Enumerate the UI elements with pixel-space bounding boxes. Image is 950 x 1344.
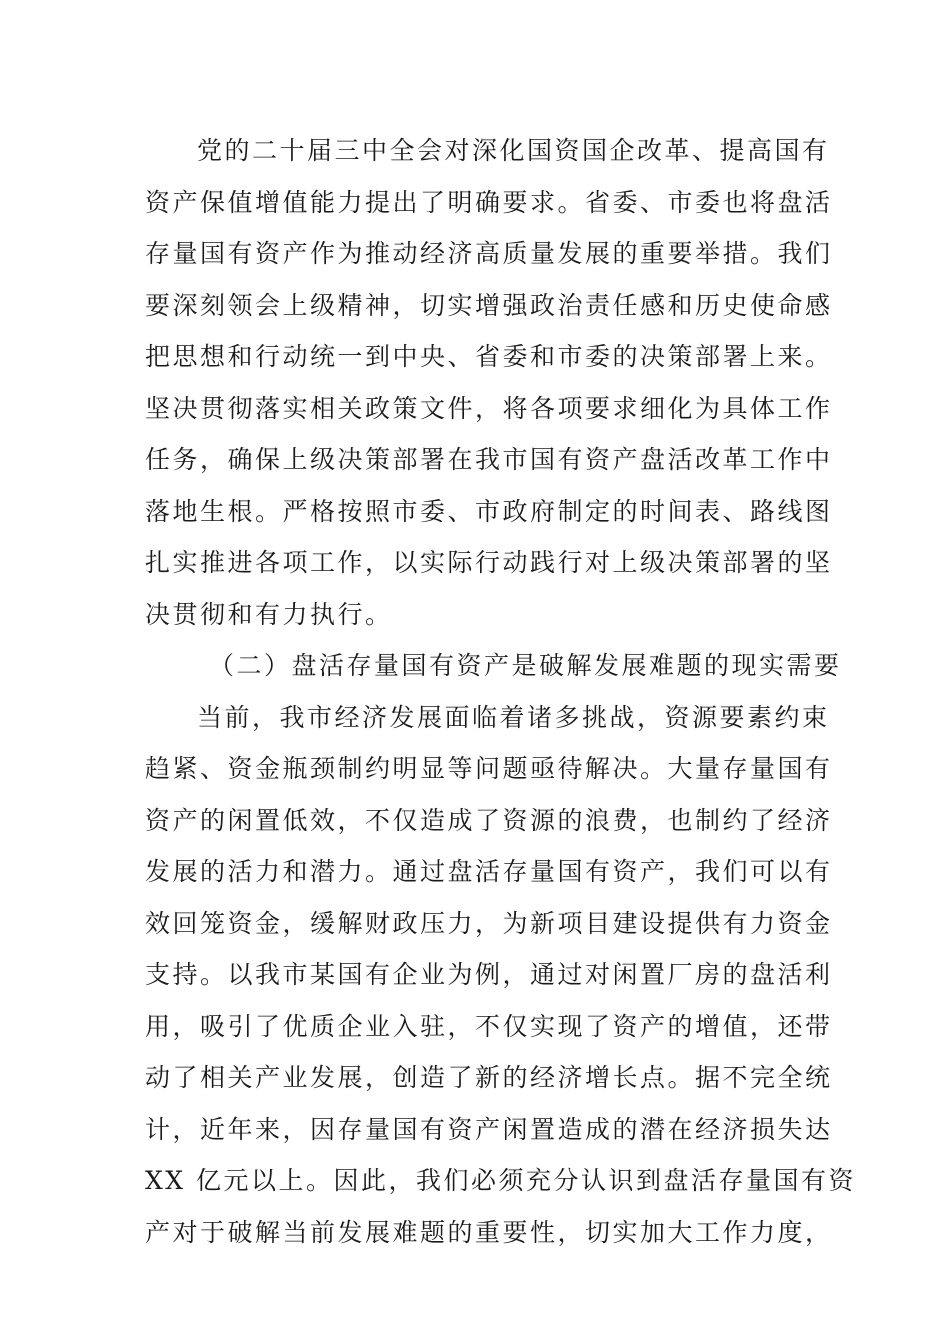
paragraph-1-line-5: 把思想和行动统一到中央、省委和市委的决策部署上来。 <box>145 342 833 371</box>
paragraph-1-line-8: 落地生根。严格按照市委、市政府制定的时间表、路线图 <box>145 496 833 526</box>
paragraph-1-line-1: 党的二十届三中全会对深化国资国企改革、提高国有 <box>197 136 830 165</box>
paragraph-1-line-4: 要深刻领会上级精神，切实增强政治责任感和历史使命感 <box>145 290 833 320</box>
section-heading: （二）盘活存量国有资产是破解发展难题的现实需要 <box>209 651 842 680</box>
document-body <box>145 125 857 1258</box>
paragraph-1-line-3: 存量国有资产作为推动经济高质量发展的重要举措。我们 <box>145 239 833 268</box>
paragraph-1-line-9: 扎实推进各项工作，以实际行动践行对上级决策部署的坚 <box>145 548 833 577</box>
paragraph-2-line-2: 趋紧、资金瓶颈制约明显等问题亟待解决。大量存量国有 <box>145 754 833 783</box>
paragraph-2-line-5: 效回笼资金，缓解财政压力，为新项目建设提供有力资金 <box>145 908 833 938</box>
paragraph-2-line-10: XX 亿元以上。因此，我们必须充分认识到盘活存量国有资 <box>145 1166 857 1195</box>
paragraph-2-line-6: 支持。以我市某国有企业为例，通过对闲置厂房的盘活利 <box>145 960 833 989</box>
paragraph-1-line-7: 任务，确保上级决策部署在我市国有资产盘活改革工作中 <box>145 445 833 474</box>
paragraph-2-line-8: 动了相关产业发展，创造了新的经济增长点。据不完全统 <box>145 1063 833 1092</box>
paragraph-1-line-2: 资产保值增值能力提出了明确要求。省委、市委也将盘活 <box>145 187 833 217</box>
paragraph-2-line-3: 资产的闲置低效，不仅造成了资源的浪费，也制约了经济 <box>145 805 833 835</box>
paragraph-2-line-9: 计，近年来，因存量国有资产闲置造成的潜在经济损失达 <box>145 1114 833 1144</box>
paragraph-2-line-11: 产对于破解当前发展难题的重要性，切实加大工作力度， <box>145 1217 833 1247</box>
paragraph-1-line-10: 决贯彻和有力执行。 <box>145 599 393 629</box>
paragraph-2-line-1: 当前，我市经济发展面临着诸多挑战，资源要素约束 <box>197 702 830 732</box>
paragraph-2-line-7: 用，吸引了优质企业入驻，不仅实现了资产的增值，还带 <box>145 1011 833 1041</box>
paragraph-1-line-6: 坚决贯彻落实相关政策文件，将各项要求细化为具体工作 <box>145 393 833 423</box>
paragraph-2-line-4: 发展的活力和潜力。通过盘活存量国有资产，我们可以有 <box>145 857 833 886</box>
